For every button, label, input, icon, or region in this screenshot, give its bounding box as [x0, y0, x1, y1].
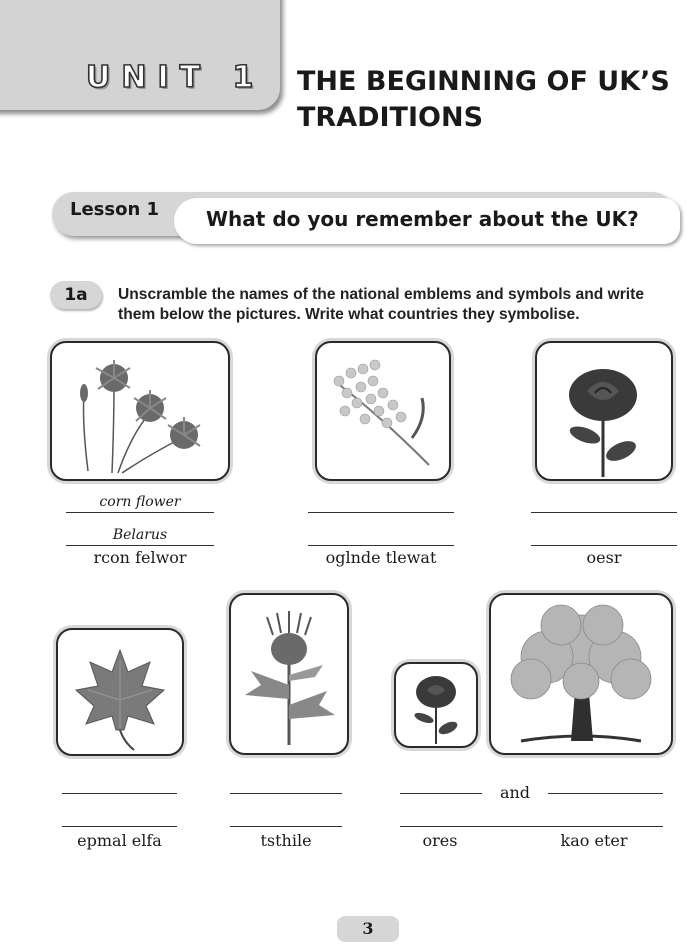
- answer-name-1: corn flower: [99, 494, 181, 510]
- scrambled-word-5: tsthile: [260, 831, 312, 850]
- answer-line-4a[interactable]: [62, 793, 177, 794]
- answer-line-2b[interactable]: [308, 545, 454, 546]
- oak-tree-image: [489, 593, 673, 755]
- lesson-title: What do you remember about the UK?: [206, 207, 639, 231]
- answer-line-3b[interactable]: [531, 545, 677, 546]
- scrambled-word-7: kao eter: [560, 831, 628, 850]
- connector-and: and: [499, 783, 531, 802]
- answer-line-1a: [66, 512, 214, 513]
- answer-line-6b[interactable]: [400, 826, 663, 827]
- scrambled-word-1: rcon felwor: [93, 548, 187, 567]
- unit-title: THE BEGINNING OF UK’S TRADITIONS: [297, 66, 670, 133]
- answer-line-5a[interactable]: [230, 793, 342, 794]
- cornflower-image: [50, 341, 230, 481]
- scrambled-word-6: ores: [422, 831, 458, 850]
- golden-wattle-image: [315, 341, 451, 481]
- scrambled-word-3: oesr: [586, 548, 622, 567]
- lesson-label: Lesson 1: [70, 199, 160, 220]
- unit-label: UNIT 1: [86, 60, 265, 95]
- rose-image: [535, 341, 673, 481]
- answer-line-5b[interactable]: [230, 826, 342, 827]
- answer-line-7a[interactable]: [548, 793, 663, 794]
- exercise-instruction: Unscramble the names of the national emblems and symbols and write them below the pictures. Write what countries they symbolise.: [118, 286, 644, 323]
- answer-line-4b[interactable]: [62, 826, 177, 827]
- answer-line-2a[interactable]: [308, 512, 454, 513]
- exercise-number-badge: 1a: [50, 281, 102, 309]
- maple-leaf-image: [56, 628, 184, 756]
- answer-line-6a[interactable]: [400, 793, 482, 794]
- scrambled-word-4: epmal elfa: [77, 831, 162, 850]
- small-rose-image: [394, 662, 478, 748]
- scrambled-word-2: oglnde tlewat: [325, 548, 437, 567]
- thistle-image: [229, 593, 349, 755]
- answer-line-1b: [66, 545, 214, 546]
- answer-line-3a[interactable]: [531, 512, 677, 513]
- page-number: 3: [337, 916, 399, 942]
- answer-country-1: Belarus: [112, 527, 168, 543]
